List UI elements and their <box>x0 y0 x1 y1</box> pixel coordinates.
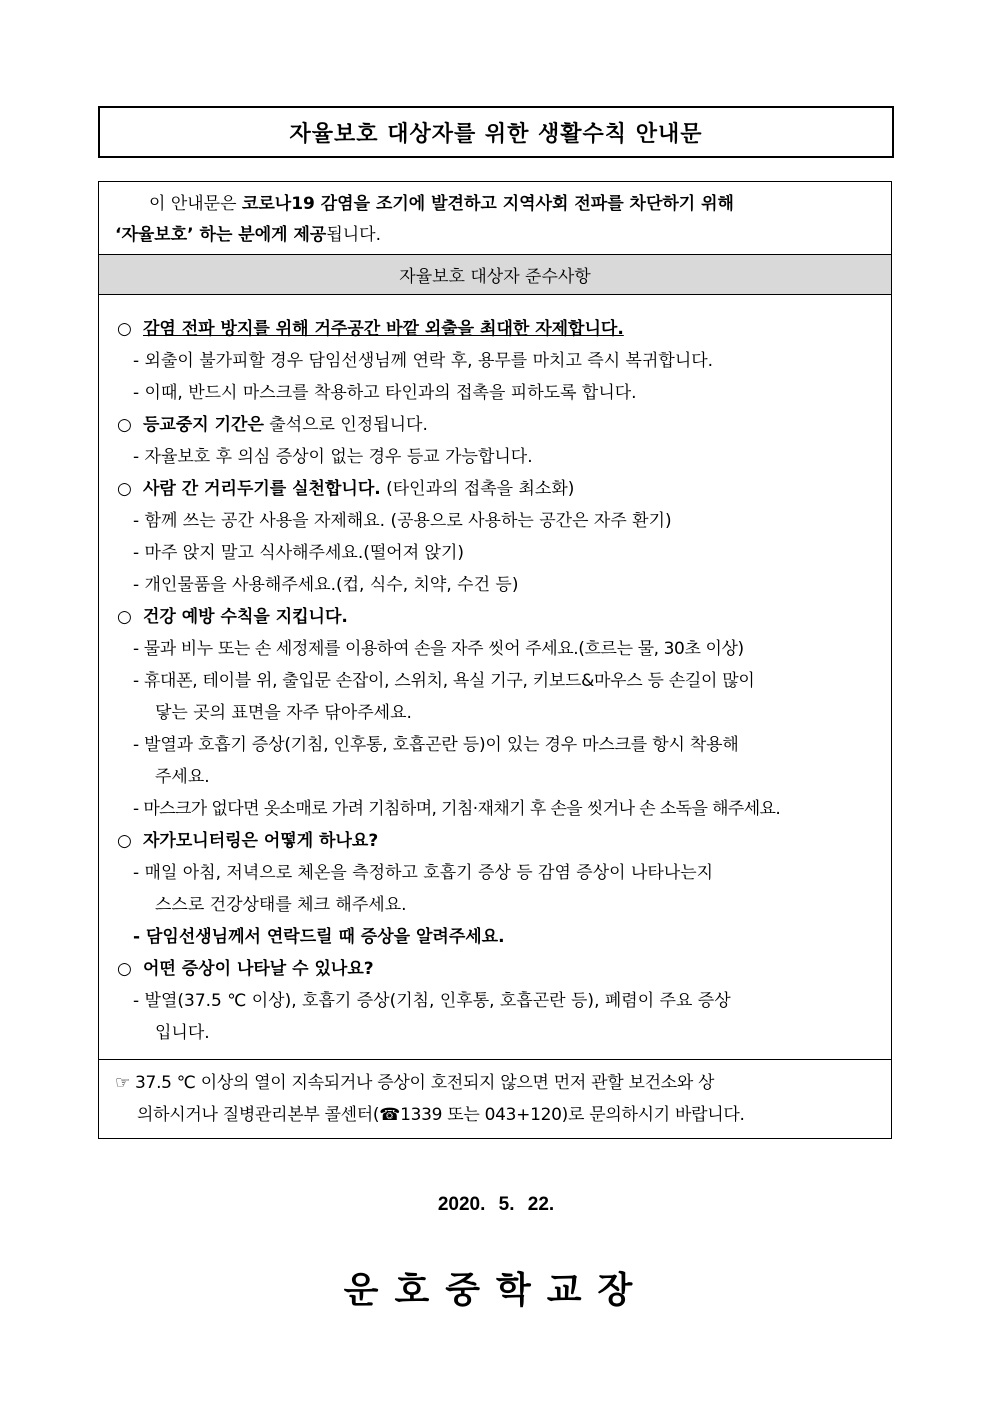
rule-item: - 자율보호 후 의심 증상이 없는 경우 등교 가능합니다. <box>133 447 533 467</box>
rule-item: - 발열과 호흡기 증상(기침, 인후통, 호흡곤란 등)이 있는 경우 마스크를 항시 착용해 <box>133 735 739 755</box>
intro-bold: 코로나19 감염을 조기에 발견하고 지역사회 전파를 차단하기 위해 <box>241 194 734 214</box>
rule-heading: ○ 등교중지 기간은 출석으로 인정됩니다. <box>117 409 875 441</box>
rule-item: - 이때, 반드시 마스크를 착용하고 타인과의 접촉을 피하도록 합니다. <box>133 383 637 403</box>
rule-heading: ○ 건강 예방 수칙을 지킵니다. <box>117 601 875 633</box>
section-header: 자율보호 대상자 준수사항 <box>99 255 891 295</box>
school-principal-signature: 운호중학교장 <box>343 1270 649 1311</box>
rule-heading: ○ 사람 간 거리두기를 실천합니다. (타인과의 접촉을 최소화) <box>117 473 875 505</box>
contact-note <box>99 1060 891 1131</box>
circle-bullet-icon: ○ <box>117 831 132 851</box>
intro-paragraph <box>99 182 891 255</box>
circle-bullet-icon: ○ <box>117 319 132 339</box>
circle-bullet-icon: ○ <box>117 479 132 499</box>
rule-item: - 함께 쓰는 공간 사용을 자제해요. (공용으로 사용하는 공간은 자주 환기) <box>133 511 672 531</box>
document-title: 자율보호 대상자를 위한 생활수칙 안내문 <box>98 106 894 158</box>
note-line: 의하시거나 질병관리본부 콜센터(☎1339 또는 043+120)로 문의하시기 바랍니다. <box>137 1105 745 1125</box>
intro-line2-bold: ‘자율보호’ 하는 분에게 제공 <box>115 225 327 245</box>
rule-item: - 매일 아침, 저녁으로 체온을 측정하고 호흡기 증상 등 감염 증상이 나타나는지 <box>133 863 714 883</box>
guide-box <box>98 181 892 1139</box>
rule-item-continuation: 닿는 곳의 표면을 자주 닦아주세요. <box>155 703 412 723</box>
rule-item-continuation: 주세요. <box>155 767 210 787</box>
rule-item: - 개인물품을 사용해주세요.(컵, 식수, 치약, 수건 등) <box>133 575 519 595</box>
rule-item-bold: - 담임선생님께서 연락드릴 때 증상을 알려주세요. <box>133 927 505 947</box>
rule-heading: ○ 어떤 증상이 나타날 수 있나요? <box>117 953 875 985</box>
rule-heading: ○ 감염 전파 방지를 위해 거주공간 바깥 외출을 최대한 자제합니다. <box>117 313 875 345</box>
intro-line2-end: 됩니다. <box>326 225 381 245</box>
rule-item: - 물과 비누 또는 손 세정제를 이용하여 손을 자주 씻어 주세요.(흐르는 물, 30초 이상) <box>133 639 744 659</box>
rule-item-continuation: 스스로 건강상태를 체크 해주세요. <box>155 895 407 915</box>
rule-item: - 외출이 불가피할 경우 담임선생님께 연락 후, 용무를 마치고 즉시 복귀합니다. <box>133 351 714 371</box>
rule-item: - 마주 앉지 말고 식사해주세요.(떨어져 앉기) <box>133 543 464 563</box>
rule-item: - 마스크가 없다면 옷소매로 가려 기침하며, 기침·재채기 후 손을 씻거나 손 소독을 해주세요. <box>133 799 781 819</box>
issue-date: 2020. 5. 22. <box>437 1194 555 1215</box>
rules-list <box>99 295 891 1060</box>
rule-item-continuation: 입니다. <box>155 1023 210 1043</box>
circle-bullet-icon: ○ <box>117 607 132 627</box>
note-line: ☞ 37.5 ℃ 이상의 열이 지속되거나 증상이 호전되지 않으면 먼저 관할 보건소와 상 <box>115 1073 715 1093</box>
rule-heading: ○ 자가모니터링은 어떻게 하나요? <box>117 825 875 857</box>
rule-item: - 휴대폰, 테이블 위, 출입문 손잡이, 스위치, 욕실 기구, 키보드&마우스 등 손길이 많이 <box>133 671 755 691</box>
circle-bullet-icon: ○ <box>117 415 132 435</box>
rule-item: - 발열(37.5 ℃ 이상), 호흡기 증상(기침, 인후통, 호흡곤란 등), 폐렴이 주요 증상 <box>133 991 731 1011</box>
intro-text: 이 안내문은 <box>149 194 242 214</box>
circle-bullet-icon: ○ <box>117 959 132 979</box>
